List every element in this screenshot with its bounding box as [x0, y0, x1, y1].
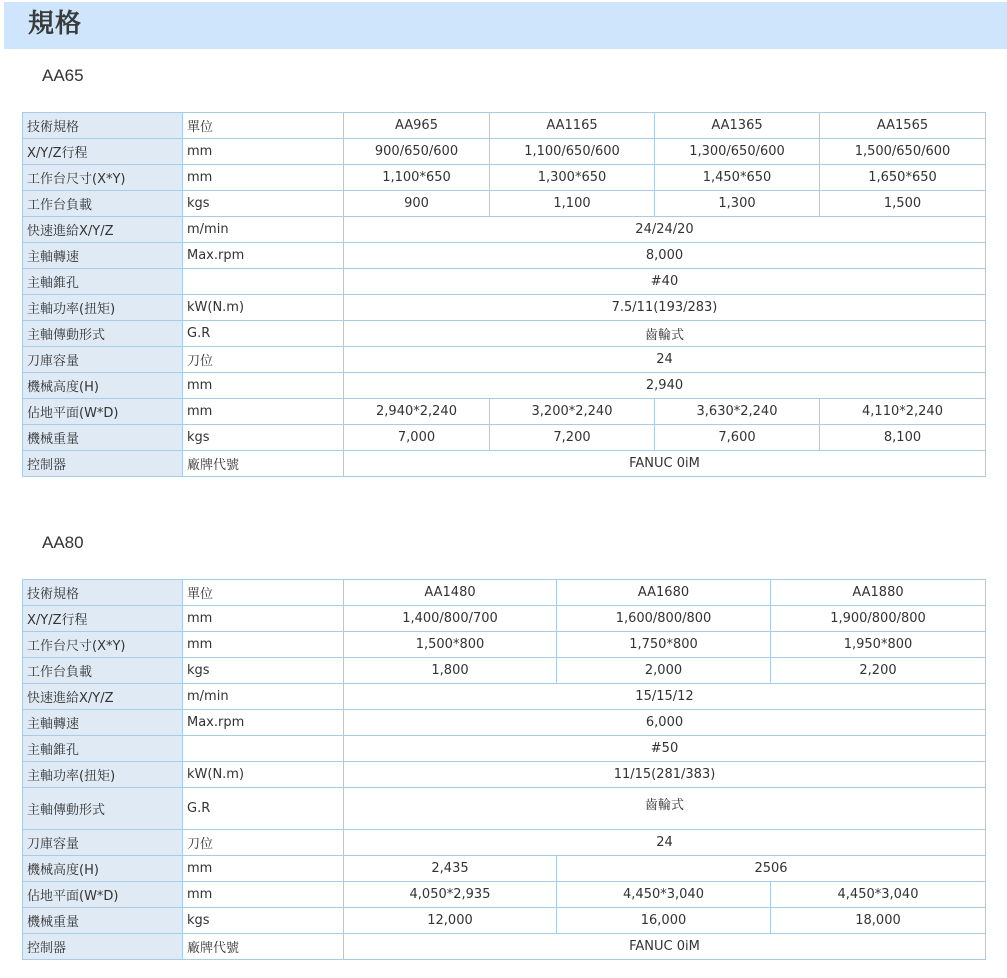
unit-cell: mm — [183, 882, 344, 908]
spec-label-cell: 工作台尺寸(X*Y) — [23, 632, 183, 658]
spec-value-cell: 4,450*3,040 — [771, 882, 986, 908]
spec-value-cell: 6,000 — [344, 710, 986, 736]
unit-cell: kgs — [183, 908, 344, 934]
spec-value-cell: 24 — [344, 830, 986, 856]
spec-label-cell: 控制器 — [23, 934, 183, 960]
unit-cell: 單位 — [183, 580, 344, 606]
spec-value-cell: 16,000 — [557, 908, 771, 934]
spec-value-cell: 1,800 — [344, 658, 557, 684]
table-row — [23, 762, 986, 788]
unit-cell: kW(N.m) — [183, 295, 344, 321]
spec-value-cell: 12,000 — [344, 908, 557, 934]
spec-value-cell: #50 — [344, 736, 986, 762]
table-row — [23, 269, 986, 295]
spec-value-cell: 1,650*650 — [820, 165, 986, 191]
spec-label-cell: 機械重量 — [23, 908, 183, 934]
unit-cell: 單位 — [183, 113, 344, 139]
table-row — [23, 658, 986, 684]
spec-value-cell: 900 — [344, 191, 490, 217]
unit-cell: kgs — [183, 658, 344, 684]
table-row — [23, 399, 986, 425]
unit-cell: m/min — [183, 217, 344, 243]
spec-label-cell: 工作台負載 — [23, 191, 183, 217]
table-row — [23, 632, 986, 658]
spec-value-cell: 4,050*2,935 — [344, 882, 557, 908]
spec-label-cell: 主軸轉速 — [23, 710, 183, 736]
unit-cell: kgs — [183, 425, 344, 451]
spec-label-cell: 刀庫容量 — [23, 830, 183, 856]
table-row — [23, 934, 986, 960]
spec-label-cell: 機械高度(H) — [23, 856, 183, 882]
table-row — [23, 243, 986, 269]
spec-value-cell: 1,500*800 — [344, 632, 557, 658]
table-row — [23, 710, 986, 736]
spec-value-cell: 2,200 — [771, 658, 986, 684]
unit-cell: mm — [183, 856, 344, 882]
unit-cell: mm — [183, 139, 344, 165]
spec-value-cell: #40 — [344, 269, 986, 295]
spec-value-cell: 1,500/650/600 — [820, 139, 986, 165]
spec-value-cell: AA1165 — [490, 113, 655, 139]
page-title: 規格 — [28, 9, 83, 39]
table-row — [23, 139, 986, 165]
spec-value-cell: 1,400/800/700 — [344, 606, 557, 632]
spec-label-cell: X/Y/Z行程 — [23, 139, 183, 165]
spec-value-cell: 1,600/800/800 — [557, 606, 771, 632]
spec-label-cell: 技術規格 — [23, 580, 183, 606]
unit-cell: 廠牌代號 — [183, 934, 344, 960]
unit-cell: 刀位 — [183, 830, 344, 856]
table-row — [23, 113, 986, 139]
unit-cell: mm — [183, 606, 344, 632]
unit-cell: G.R — [183, 788, 344, 830]
spec-value-cell: AA1365 — [655, 113, 820, 139]
table-row — [23, 165, 986, 191]
spec-label-cell: 工作台尺寸(X*Y) — [23, 165, 183, 191]
spec-value-cell: 1,950*800 — [771, 632, 986, 658]
spec-value-cell: 15/15/12 — [344, 684, 986, 710]
spec-value-cell: 8,100 — [820, 425, 986, 451]
spec-label-cell: 佔地平面(W*D) — [23, 882, 183, 908]
spec-value-cell: 1,500 — [820, 191, 986, 217]
table-row — [23, 373, 986, 399]
spec-value-cell: 7.5/11(193/283) — [344, 295, 986, 321]
unit-cell: m/min — [183, 684, 344, 710]
spec-value-cell: 4,450*3,040 — [557, 882, 771, 908]
spec-value-cell: 2,000 — [557, 658, 771, 684]
spec-label-cell: 快速進給X/Y/Z — [23, 217, 183, 243]
spec-value-cell: 1,100 — [490, 191, 655, 217]
spec-label-cell: 工作台負載 — [23, 658, 183, 684]
spec-value-cell: 24 — [344, 347, 986, 373]
spec-value-cell: 24/24/20 — [344, 217, 986, 243]
spec-label-cell: 控制器 — [23, 451, 183, 477]
spec-value-cell: AA1880 — [771, 580, 986, 606]
spec-value-cell: 7,000 — [344, 425, 490, 451]
table-row — [23, 580, 986, 606]
unit-cell: mm — [183, 632, 344, 658]
table-row — [23, 736, 986, 762]
spec-label-cell: 機械重量 — [23, 425, 183, 451]
spec-value-cell: FANUC 0iM — [344, 451, 986, 477]
unit-cell: kW(N.m) — [183, 762, 344, 788]
table-row — [23, 347, 986, 373]
table-row — [23, 856, 986, 882]
unit-cell — [183, 269, 344, 295]
spec-value-cell: 1,900/800/800 — [771, 606, 986, 632]
table-row — [23, 321, 986, 347]
table-row — [23, 684, 986, 710]
unit-cell: mm — [183, 373, 344, 399]
table-row — [23, 830, 986, 856]
spec-value-cell: 1,300/650/600 — [655, 139, 820, 165]
spec-label-cell: 主軸功率(扭矩) — [23, 762, 183, 788]
spec-value-cell: AA1565 — [820, 113, 986, 139]
spec-label-cell: 主軸錐孔 — [23, 269, 183, 295]
table-row — [23, 295, 986, 321]
spec-value-cell: AA1680 — [557, 580, 771, 606]
spec-value-cell: 1,100*650 — [344, 165, 490, 191]
spec-value-cell: 11/15(281/383) — [344, 762, 986, 788]
spec-value-cell: 18,000 — [771, 908, 986, 934]
spec-label-cell: 佔地平面(W*D) — [23, 399, 183, 425]
spec-table-aa65 — [22, 112, 986, 477]
table-row — [23, 788, 986, 830]
spec-value-cell: 1,300*650 — [490, 165, 655, 191]
spec-value-cell: 1,300 — [655, 191, 820, 217]
spec-label-cell: 主軸傳動形式 — [23, 788, 183, 830]
spec-value-cell: 齒輪式 — [344, 788, 986, 830]
spec-label-cell: 快速進給X/Y/Z — [23, 684, 183, 710]
spec-label-cell: 機械高度(H) — [23, 373, 183, 399]
table-row — [23, 451, 986, 477]
spec-table-aa80 — [22, 579, 986, 960]
table-row — [23, 908, 986, 934]
spec-label-cell: 主軸轉速 — [23, 243, 183, 269]
spec-value-cell: 7,200 — [490, 425, 655, 451]
spec-label-cell: 技術規格 — [23, 113, 183, 139]
unit-cell: Max.rpm — [183, 710, 344, 736]
section-title-aa80: AA80 — [42, 533, 84, 552]
unit-cell: Max.rpm — [183, 243, 344, 269]
table-row — [23, 425, 986, 451]
unit-cell: 刀位 — [183, 347, 344, 373]
spec-value-cell: FANUC 0iM — [344, 934, 986, 960]
spec-label-cell: 主軸錐孔 — [23, 736, 183, 762]
spec-value-cell: 4,110*2,240 — [820, 399, 986, 425]
spec-label-cell: 主軸功率(扭矩) — [23, 295, 183, 321]
spec-value-cell: 2,940 — [344, 373, 986, 399]
unit-cell: kgs — [183, 191, 344, 217]
spec-value-cell: 3,630*2,240 — [655, 399, 820, 425]
unit-cell: mm — [183, 165, 344, 191]
unit-cell: G.R — [183, 321, 344, 347]
spec-value-cell: 7,600 — [655, 425, 820, 451]
unit-cell — [183, 736, 344, 762]
spec-value-cell: 3,200*2,240 — [490, 399, 655, 425]
spec-label-cell: 刀庫容量 — [23, 347, 183, 373]
spec-value-cell: 齒輪式 — [344, 321, 986, 347]
spec-value-cell: 2,435 — [344, 856, 557, 882]
unit-cell: 廠牌代號 — [183, 451, 344, 477]
spec-value-cell: 2506 — [557, 856, 986, 882]
spec-value-cell: AA1480 — [344, 580, 557, 606]
table-row — [23, 191, 986, 217]
section-title-aa65: AA65 — [42, 66, 84, 85]
spec-value-cell: 1,100/650/600 — [490, 139, 655, 165]
spec-value-cell: 900/650/600 — [344, 139, 490, 165]
spec-value-cell: 1,450*650 — [655, 165, 820, 191]
unit-cell: mm — [183, 399, 344, 425]
table-row — [23, 606, 986, 632]
spec-label-cell: X/Y/Z行程 — [23, 606, 183, 632]
spec-value-cell: 1,750*800 — [557, 632, 771, 658]
spec-value-cell: 2,940*2,240 — [344, 399, 490, 425]
table-row — [23, 217, 986, 243]
page-header — [4, 2, 1007, 49]
spec-label-cell: 主軸傳動形式 — [23, 321, 183, 347]
spec-value-cell: 8,000 — [344, 243, 986, 269]
spec-value-cell: AA965 — [344, 113, 490, 139]
table-row — [23, 882, 986, 908]
